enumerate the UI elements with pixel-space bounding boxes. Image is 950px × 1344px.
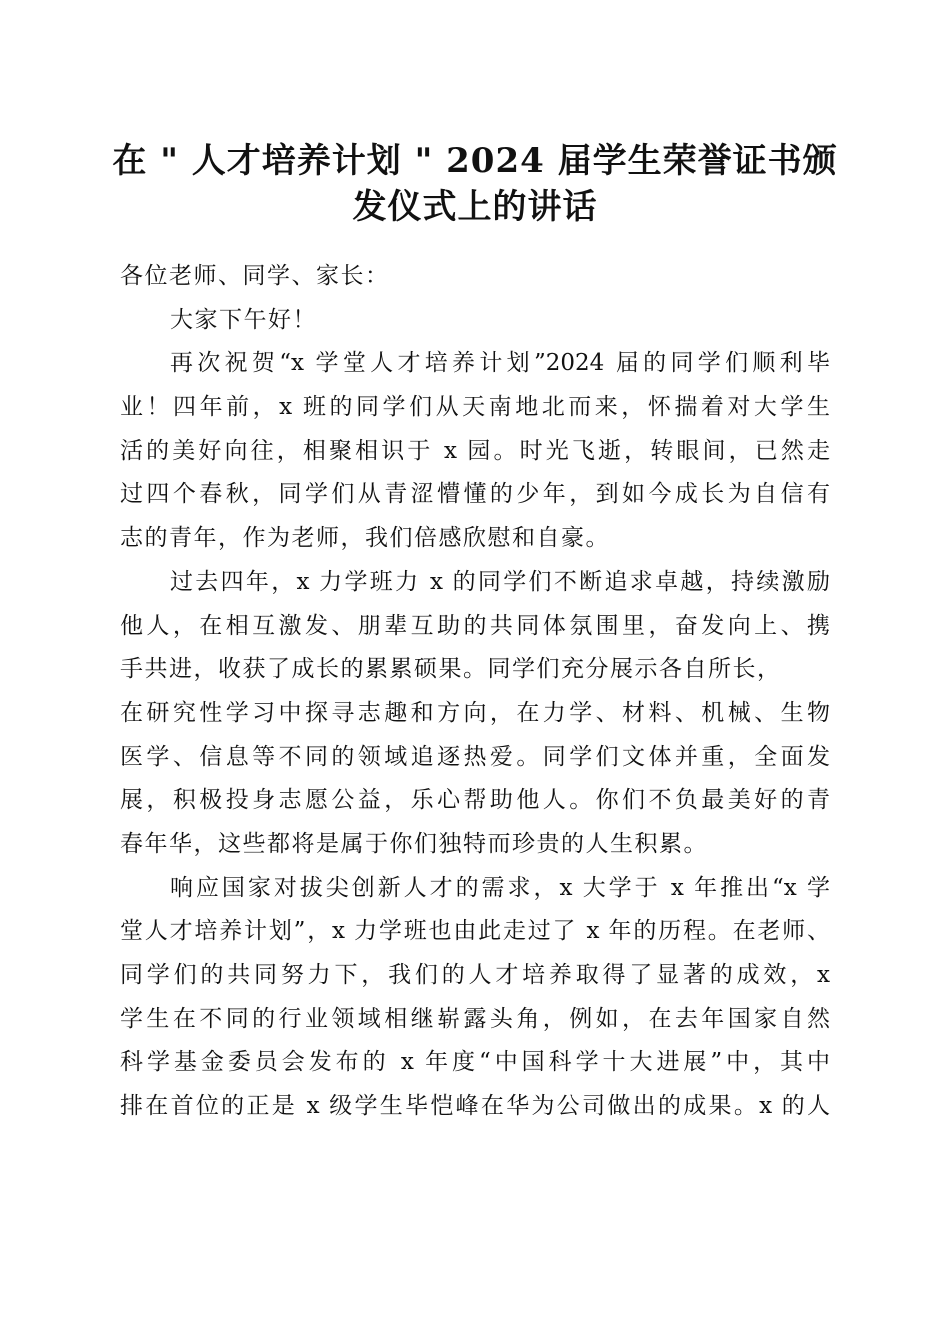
paragraph-3-line: 排在首位的正是 x 级学生毕恺峰在华为公司做出的成果。x 的人 — [120, 1093, 830, 1120]
paragraph-2-line: 春年华，这些都将是属于你们独特而珍贵的人生积累。 — [120, 830, 708, 857]
paragraph-2-line: 他人，在相互激发、朋辈互助的共同体氛围里，奋发向上、携 — [120, 612, 830, 639]
paragraph-2-line: 展，积极投身志愿公益，乐心帮助他人。你们不负最美好的青 — [120, 787, 830, 814]
paragraph-1-line: 过四个春秋，同学们从青涩懵懂的少年，到如今成长为自信有 — [120, 481, 830, 508]
paragraph-2-line: 手共进，收获了成长的累累硕果。同学们充分展示各自所长， — [120, 656, 782, 683]
paragraph-1-line: 业！四年前，x 班的同学们从天南地北而来，怀揣着对大学生 — [120, 394, 830, 421]
document-body — [120, 255, 830, 1129]
paragraph-2-line: 医学、信息等不同的领域追逐热爱。同学们文体并重，全面发 — [120, 743, 830, 770]
title-line-2: 发仪式上的讲话 — [352, 187, 598, 227]
greeting: 大家下午好！ — [170, 306, 317, 333]
paragraph-3-line: 科学基金委员会发布的 x 年度“中国科学十大进展”中，其中 — [120, 1049, 830, 1076]
paragraph-3-line: 同学们的共同努力下，我们的人才培养取得了显著的成效，x — [120, 962, 830, 988]
salutation: 各位老师、同学、家长： — [120, 263, 390, 289]
paragraph-1-line: 活的美好向往，相聚相识于 x 园。时光飞逝，转眼间，已然走 — [120, 437, 830, 464]
paragraph-1-line: 志的青年，作为老师，我们倍感欣慰和自豪。 — [120, 525, 610, 552]
paragraph-3-line: 响应国家对拔尖创新人才的需求，x 大学于 x 年推出“x 学 — [170, 874, 830, 901]
paragraph-3-line: 堂人才培养计划”，x 力学班也由此走过了 x 年的历程。在老师、 — [120, 918, 830, 945]
paragraph-3-line: 学生在不同的行业领域相继崭露头角，例如，在去年国家自然 — [120, 1005, 830, 1032]
paragraph-2-line: 过去四年，x 力学班力 x 的同学们不断追求卓越，持续激励 — [170, 568, 830, 595]
document-title — [110, 138, 840, 230]
paragraph-2-line: 在研究性学习中探寻志趣和方向，在力学、材料、机械、生物 — [120, 699, 830, 726]
title-line-1: 在 " 人才培养计划 " 2024 届学生荣誉证书颁 — [112, 141, 838, 181]
paragraph-1-line: 再次祝贺“x 学堂人才培养计划”2024 届的同学们顺利毕 — [170, 350, 830, 377]
